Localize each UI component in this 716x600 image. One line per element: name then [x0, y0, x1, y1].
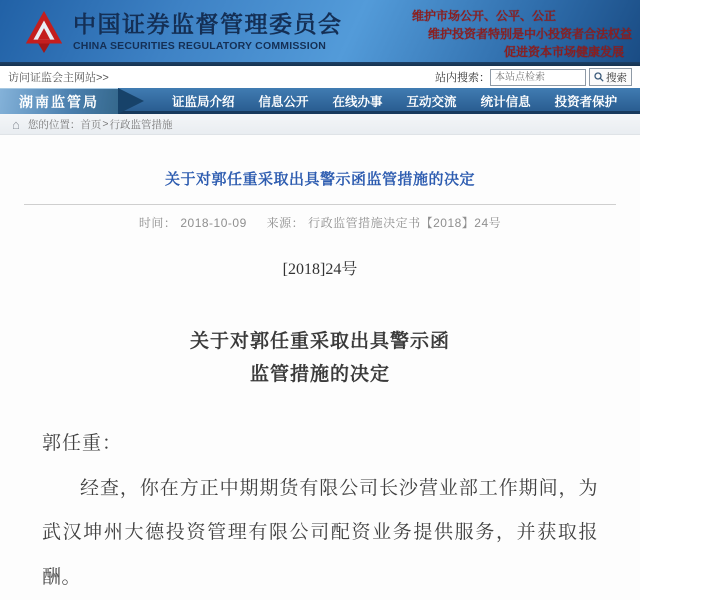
- nav-item-online-services[interactable]: 在线办事: [333, 92, 383, 110]
- salutation: 郭任重：: [42, 428, 598, 455]
- document-title-line1: 关于对郭任重采取出具警示函: [0, 325, 640, 358]
- nav-item-bureau-intro[interactable]: 证监局介绍: [172, 92, 235, 110]
- meta-source-value: 行政监管措施决定书【2018】24号: [308, 216, 501, 230]
- search-input[interactable]: [490, 69, 586, 86]
- main-nav: [0, 88, 640, 114]
- nav-item-interaction[interactable]: 互动交流: [407, 92, 457, 110]
- body-paragraph: 经查，你在方正中期期货有限公司长沙营业部工作期间，为武汉坤州大德投资管理有限公司配资业务提供服务，并获取报酬。: [42, 467, 598, 600]
- csrc-logo-icon: [24, 10, 64, 54]
- breadcrumb: [0, 114, 640, 135]
- article-content: [0, 135, 640, 600]
- title-divider: [24, 204, 616, 205]
- document-title-line2: 监管措施的决定: [0, 358, 640, 391]
- search-zone: [435, 68, 632, 86]
- breadcrumb-current: 行政监管措施: [110, 117, 173, 132]
- bureau-tab[interactable]: 湖南监管局: [0, 88, 118, 114]
- breadcrumb-home-link[interactable]: 首页: [80, 117, 101, 132]
- home-icon: ⌂: [12, 118, 20, 131]
- article-page-title: 关于对郭任重采取出具警示函监管措施的决定: [0, 168, 640, 189]
- breadcrumb-prefix: 您的位置：: [28, 117, 81, 132]
- bureau-tab-arrow: [118, 88, 144, 114]
- slogan-line: 促进资本市场健康发展: [370, 43, 640, 61]
- visit-main-site-link[interactable]: 访问证监会主网站>>: [8, 69, 109, 85]
- site-banner: [0, 0, 640, 62]
- breadcrumb-separator: >: [102, 118, 108, 130]
- document-body: [0, 428, 640, 600]
- nav-item-statistics[interactable]: 统计信息: [481, 92, 531, 110]
- document-title: [0, 325, 640, 392]
- meta-time-value: 2018-10-09: [180, 216, 246, 230]
- search-icon: [594, 72, 604, 82]
- search-button-label: 搜索: [606, 70, 627, 85]
- banner-slogans: [370, 7, 640, 61]
- meta-source-label: 来源：: [267, 216, 305, 230]
- org-name-cn: 中国证券监督管理委员会: [73, 12, 343, 37]
- slogan-line: 维护投资者特别是中小投资者合法权益: [370, 25, 640, 43]
- slogan-line: 维护市场公开、公平、公正: [370, 7, 640, 25]
- search-button[interactable]: [589, 68, 632, 86]
- nav-menu: [172, 88, 716, 114]
- nav-item-info-disclosure[interactable]: 信息公开: [259, 92, 309, 110]
- org-name-en: CHINA SECURITIES REGULATORY COMMISSION: [73, 40, 343, 52]
- nav-item-investor-protection[interactable]: 投资者保护: [555, 92, 618, 110]
- document-number: [2018]24号: [0, 256, 640, 279]
- utility-bar: [0, 66, 640, 88]
- article-meta: [0, 214, 640, 231]
- logo-block: [24, 10, 343, 54]
- search-label: 站内搜索：: [435, 69, 490, 85]
- org-titles: [73, 12, 343, 51]
- nav-item-company-guidance[interactable]: 辅导企业信息: [641, 92, 716, 110]
- meta-time-label: 时间：: [139, 216, 177, 230]
